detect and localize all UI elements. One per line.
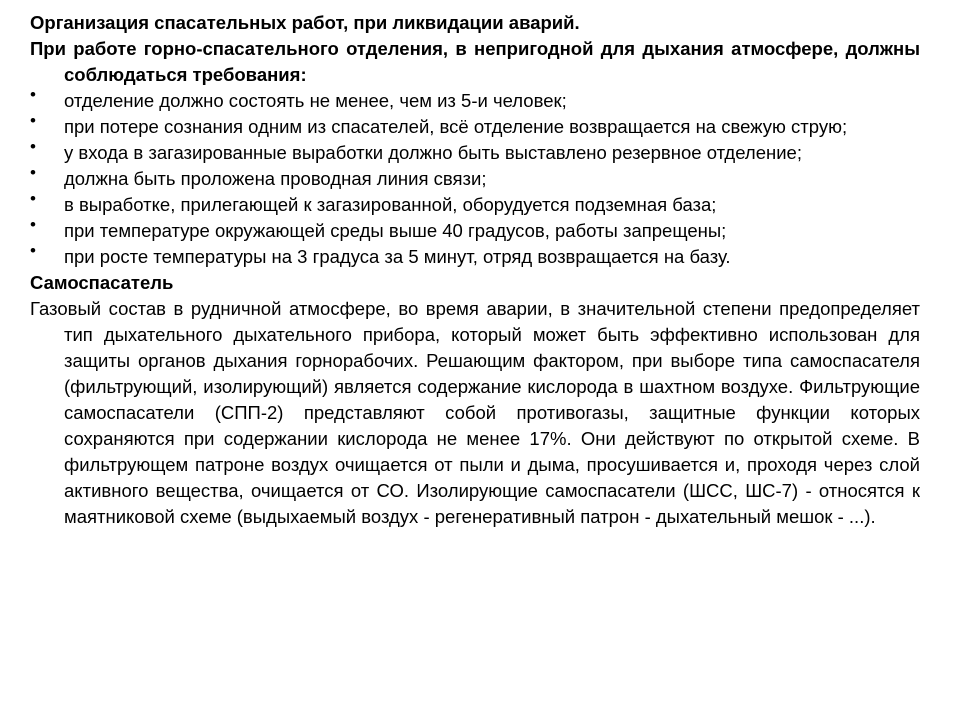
section-body: Газовый состав в рудничной атмосфере, во время аварии, в значительной степени предопределяет тип дыхательного дыхательного прибора, который может быть эффективно использован для защиты органов дыхания горнорабочих. Решающим фактором, при выборе типа самоспасателя (фильтрующий, изолирующий) является содержание кислорода в шахтном воздухе. Фильтрующие самоспасатели (СПП-2) представляют собой противогазы, защитные функции которых сохраняются при содержании кислорода не менее 17%. Они действуют по открытой схеме. В фильтрующем патроне воздух очищается от пыли и дыма, просушивается и, проходя через слой активного вещества, очищается от СО. Изолирующие самоспасатели (ШСС, ШС-7) - относятся к маятниковой схеме (выдыхаемый воздух - регенеративный патрон - дыхательный мешок - ...). xyxy=(30,298,920,527)
list-item xyxy=(30,163,920,192)
section-title: Самоспасатель xyxy=(30,272,174,293)
list-item xyxy=(30,111,920,140)
list-item-text: при потере сознания одним из спасателей, всё отделение возвращается на свежую струю; xyxy=(64,116,848,137)
bullet-icon: • xyxy=(30,163,36,182)
bullet-icon: • xyxy=(30,189,36,208)
list-item-text: отделение должно состоять не менее, чем из 5-и человек; xyxy=(64,90,567,111)
list-item xyxy=(30,137,920,166)
page-title: Организация спасательных работ, при ликвидации аварий. xyxy=(30,12,580,33)
bullet-icon: • xyxy=(30,137,36,156)
list-item-text: должна быть проложена проводная линия связи; xyxy=(64,168,487,189)
bullet-icon: • xyxy=(30,215,36,234)
requirements-list xyxy=(30,85,920,270)
list-item-text: в выработке, прилегающей к загазированной, оборудуется подземная база; xyxy=(64,194,717,215)
list-item xyxy=(30,215,920,244)
bullet-icon: • xyxy=(30,241,36,260)
list-item xyxy=(30,189,920,218)
list-item-text: при температуре окружающей среды выше 40 градусов, работы запрещены; xyxy=(64,220,727,241)
bullet-icon: • xyxy=(30,111,36,130)
list-item xyxy=(30,85,920,114)
bullet-icon: • xyxy=(30,85,36,104)
list-item-text: при росте температуры на 3 градуса за 5 минут, отряд возвращается на базу. xyxy=(64,246,731,267)
list-item xyxy=(30,241,920,270)
list-item-text: у входа в загазированные выработки должно быть выставлено резервное отделение; xyxy=(64,142,802,163)
requirements-intro: При работе горно-спасательного отделения, в непригодной для дыхания атмосфере, должны соблюдаться требования: xyxy=(30,38,920,85)
